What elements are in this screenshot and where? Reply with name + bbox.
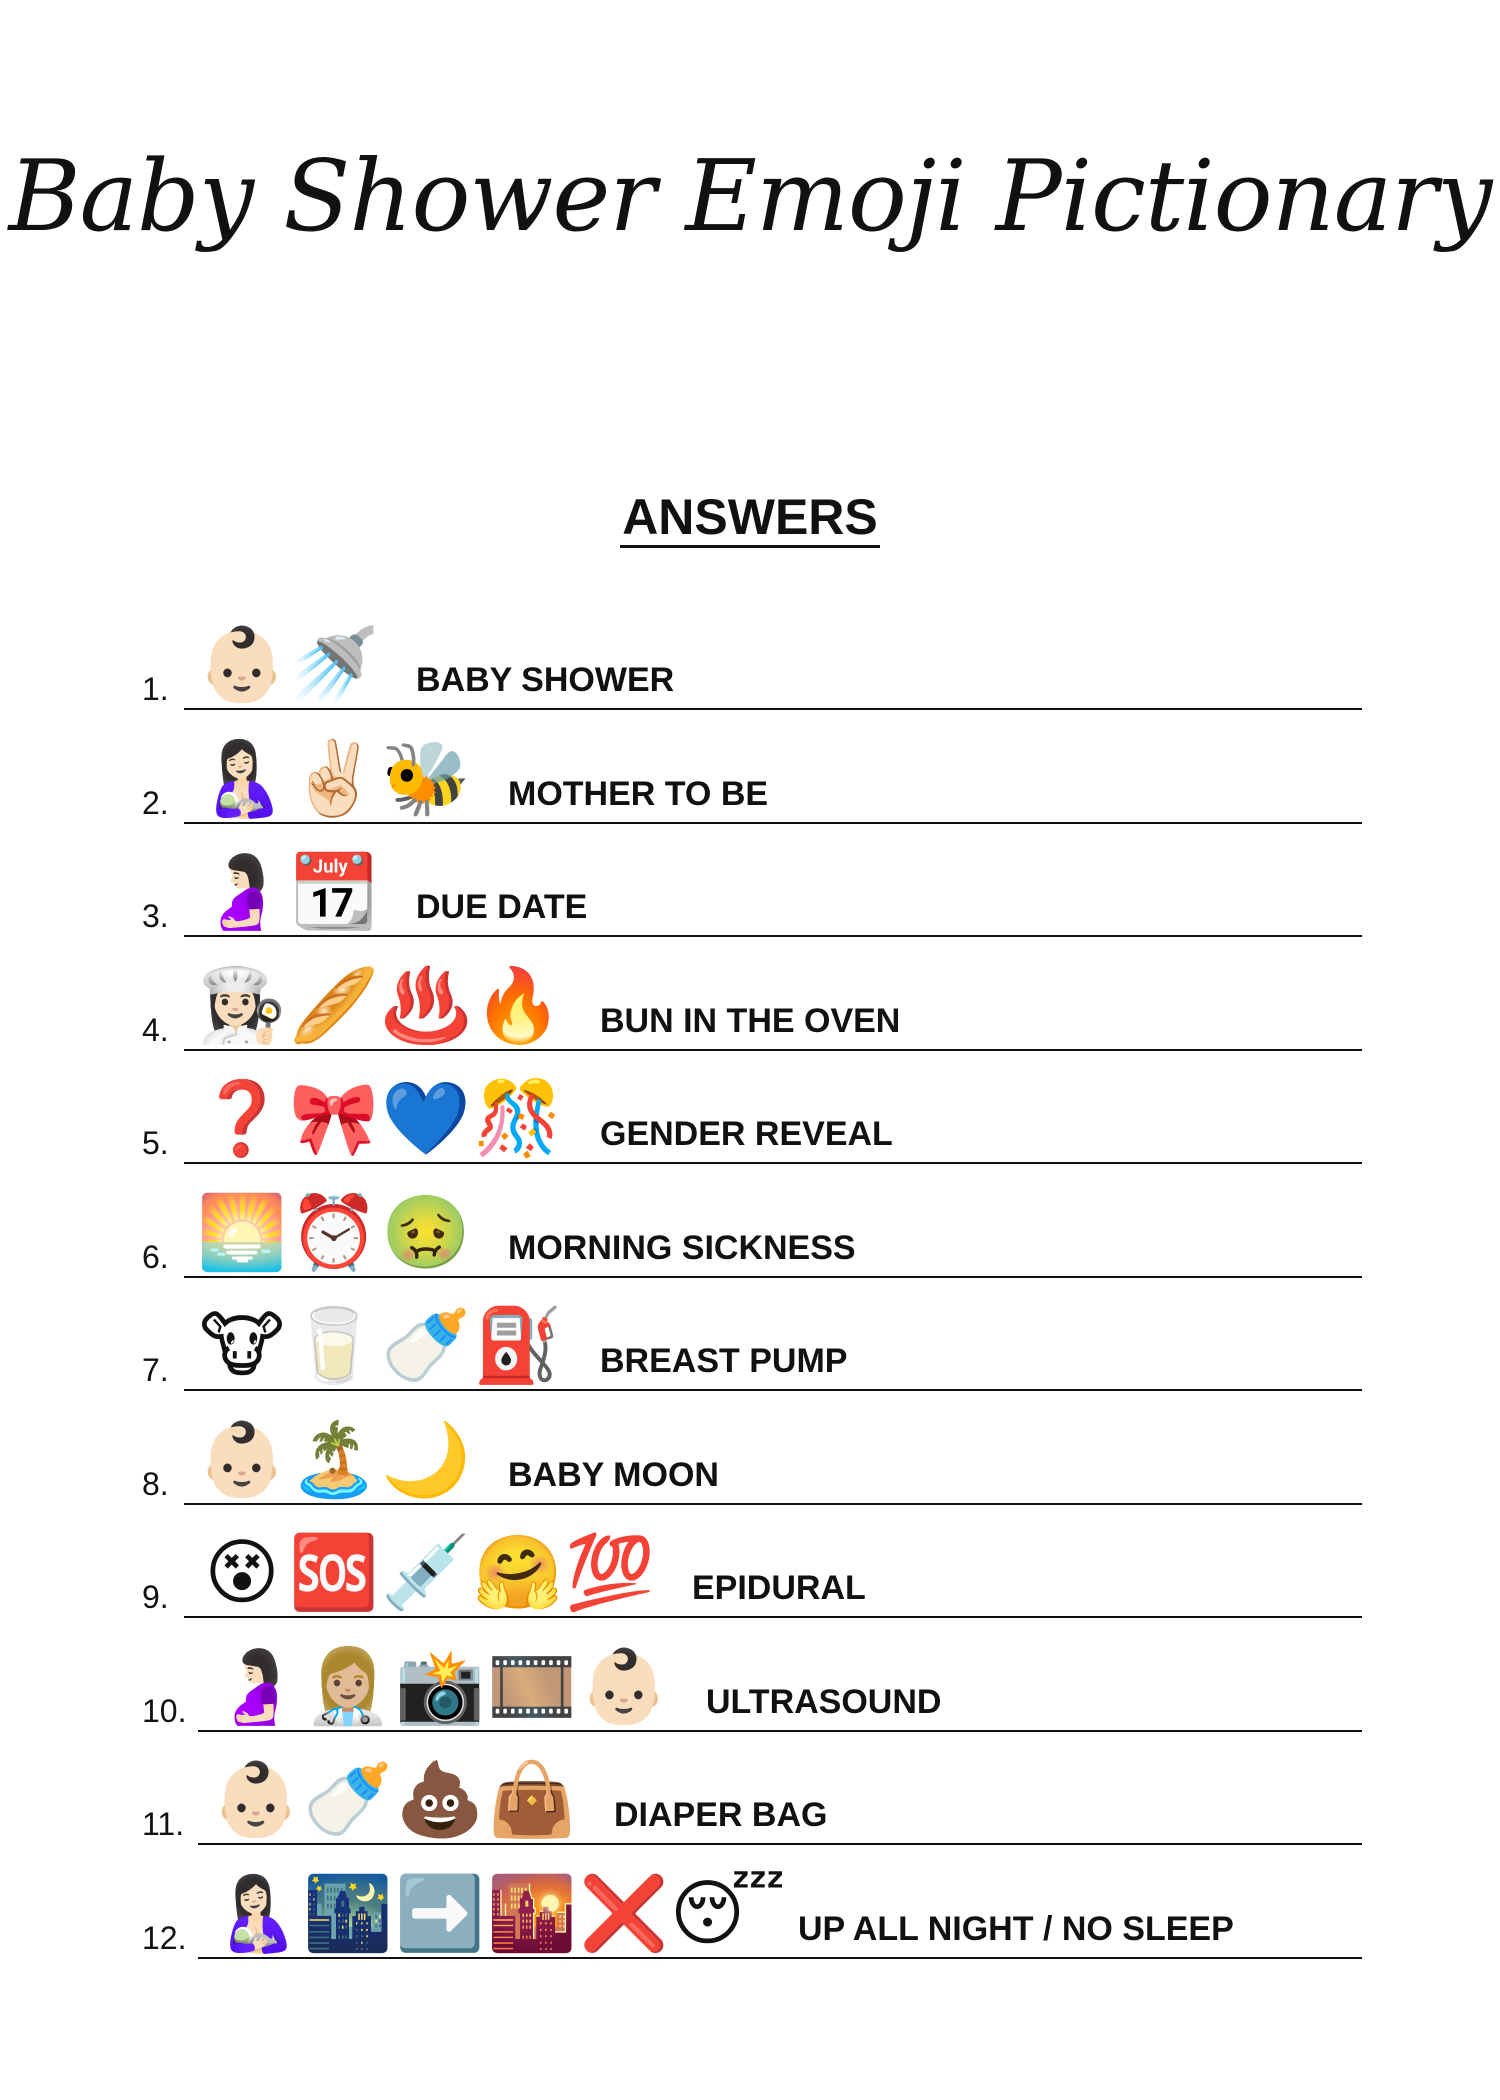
- item-number: 9.: [142, 1579, 169, 1615]
- emoji-icon: ⏰: [289, 1189, 379, 1274]
- emoji-icon: ⛽: [473, 1303, 563, 1387]
- emoji-clue: [196, 1076, 564, 1160]
- answer-text: GENDER REVEAL: [600, 1115, 893, 1153]
- answer-row: [142, 704, 1362, 824]
- answer-text: BREAST PUMP: [600, 1342, 848, 1380]
- answer-text: BABY SHOWER: [416, 661, 675, 699]
- emoji-icon: 🆘: [289, 1530, 379, 1614]
- item-number: 3.: [142, 898, 169, 934]
- emoji-icon: 🐮: [199, 1303, 285, 1387]
- emoji-icon: 🥖: [289, 962, 379, 1047]
- page-title: Baby Shower Emoji Pictionary: [8, 140, 1492, 254]
- emoji-icon: 🌇: [487, 1870, 577, 1955]
- answer-row: [142, 817, 1362, 937]
- emoji-icon: ❌: [579, 1870, 669, 1955]
- emoji-icon: 💯: [565, 1530, 655, 1614]
- emoji-icon: 😴: [670, 1870, 786, 1955]
- emoji-icon: 🍼: [381, 1303, 471, 1387]
- emoji-icon: ➡️: [395, 1870, 485, 1955]
- emoji-icon: ❓: [197, 1076, 287, 1160]
- answer-row: [142, 1839, 1362, 1959]
- emoji-icon: 🤰🏻: [211, 1643, 301, 1728]
- emoji-icon: 👩🏻‍🍳: [197, 962, 287, 1047]
- answer-row: [142, 1385, 1362, 1505]
- emoji-icon: 🌅: [197, 1189, 287, 1274]
- answers-heading-text: ANSWERS: [620, 489, 880, 548]
- answer-text: BUN IN THE OVEN: [600, 1001, 901, 1040]
- emoji-icon: 💉: [381, 1530, 471, 1614]
- emoji-icon: 💩: [395, 1757, 485, 1841]
- answer-row: [142, 1271, 1362, 1391]
- emoji-icon: 🤰🏻: [197, 849, 287, 933]
- emoji-icon: ✌🏻: [289, 735, 379, 820]
- emoji-icon: 🌙: [381, 1416, 471, 1501]
- emoji-icon: 🎀: [289, 1076, 379, 1160]
- answer-row: [142, 931, 1362, 1051]
- item-number: 1.: [142, 671, 169, 707]
- emoji-clue: [196, 1303, 564, 1387]
- item-number: 12.: [142, 1919, 187, 1956]
- answer-text: BABY MOON: [508, 1455, 719, 1494]
- emoji-clue: [196, 1530, 656, 1614]
- emoji-icon: 🤗: [473, 1530, 563, 1614]
- emoji-icon: 🤱🏻: [197, 735, 287, 820]
- item-number: 4.: [142, 1011, 169, 1048]
- item-number: 11.: [142, 1806, 185, 1842]
- emoji-icon: 👶🏻: [211, 1757, 301, 1841]
- answer-text: MOTHER TO BE: [508, 774, 769, 813]
- emoji-clue: [196, 1189, 472, 1274]
- emoji-icon: 🎞️: [487, 1643, 577, 1728]
- emoji-clue: [196, 962, 564, 1047]
- answer-text: EPIDURAL: [692, 1569, 866, 1607]
- item-number: 5.: [142, 1125, 169, 1161]
- emoji-icon: 📆: [289, 849, 379, 933]
- emoji-icon: 🥛: [289, 1303, 379, 1387]
- emoji-icon: 🤱🏻: [211, 1870, 301, 1955]
- emoji-icon: 📸: [395, 1643, 485, 1728]
- emoji-icon: 🎊: [473, 1076, 563, 1160]
- answer-row: [142, 590, 1362, 710]
- emoji-icon: 👶🏻: [197, 622, 287, 706]
- answer-line: [198, 1957, 1362, 1959]
- answer-row: [142, 1498, 1362, 1618]
- item-number: 10.: [142, 1692, 187, 1729]
- emoji-icon: 🤢: [381, 1189, 471, 1274]
- emoji-clue: [196, 849, 380, 933]
- emoji-clue: [210, 1870, 786, 1955]
- emoji-icon: 👶🏻: [579, 1643, 669, 1728]
- emoji-icon: 🚿: [289, 622, 379, 706]
- emoji-clue: [210, 1757, 578, 1841]
- emoji-icon: 🔥: [473, 962, 563, 1047]
- answer-text: UP ALL NIGHT / NO SLEEP: [798, 1909, 1234, 1948]
- answer-text: MORNING SICKNESS: [508, 1228, 856, 1267]
- emoji-icon: 🏝️: [289, 1416, 379, 1501]
- emoji-icon: ♨️: [381, 962, 471, 1047]
- item-number: 6.: [142, 1238, 169, 1275]
- answer-text: ULTRASOUND: [706, 1682, 942, 1721]
- emoji-icon: 👜: [487, 1757, 577, 1841]
- emoji-clue: [196, 622, 380, 706]
- emoji-icon: 👶🏻: [197, 1416, 287, 1501]
- answer-text: DUE DATE: [416, 888, 588, 926]
- answer-text: DIAPER BAG: [614, 1796, 828, 1834]
- item-number: 8.: [142, 1465, 169, 1502]
- answer-row: [142, 1612, 1362, 1732]
- item-number: 2.: [142, 784, 169, 821]
- answer-row: [142, 1158, 1362, 1278]
- answer-row: [142, 1044, 1362, 1164]
- emoji-icon: 🐝: [381, 735, 471, 820]
- item-number: 7.: [142, 1352, 169, 1388]
- answer-row: [142, 1725, 1362, 1845]
- answers-heading: [0, 488, 1500, 546]
- emoji-icon: 🍼: [303, 1757, 393, 1841]
- emoji-icon: 👩🏼‍⚕️: [303, 1643, 393, 1728]
- emoji-icon: 😵: [204, 1530, 280, 1614]
- emoji-icon: 🌃: [303, 1870, 393, 1955]
- emoji-icon: 💙: [381, 1076, 471, 1160]
- emoji-clue: [196, 1416, 472, 1501]
- emoji-clue: [196, 735, 472, 820]
- emoji-clue: [210, 1643, 670, 1728]
